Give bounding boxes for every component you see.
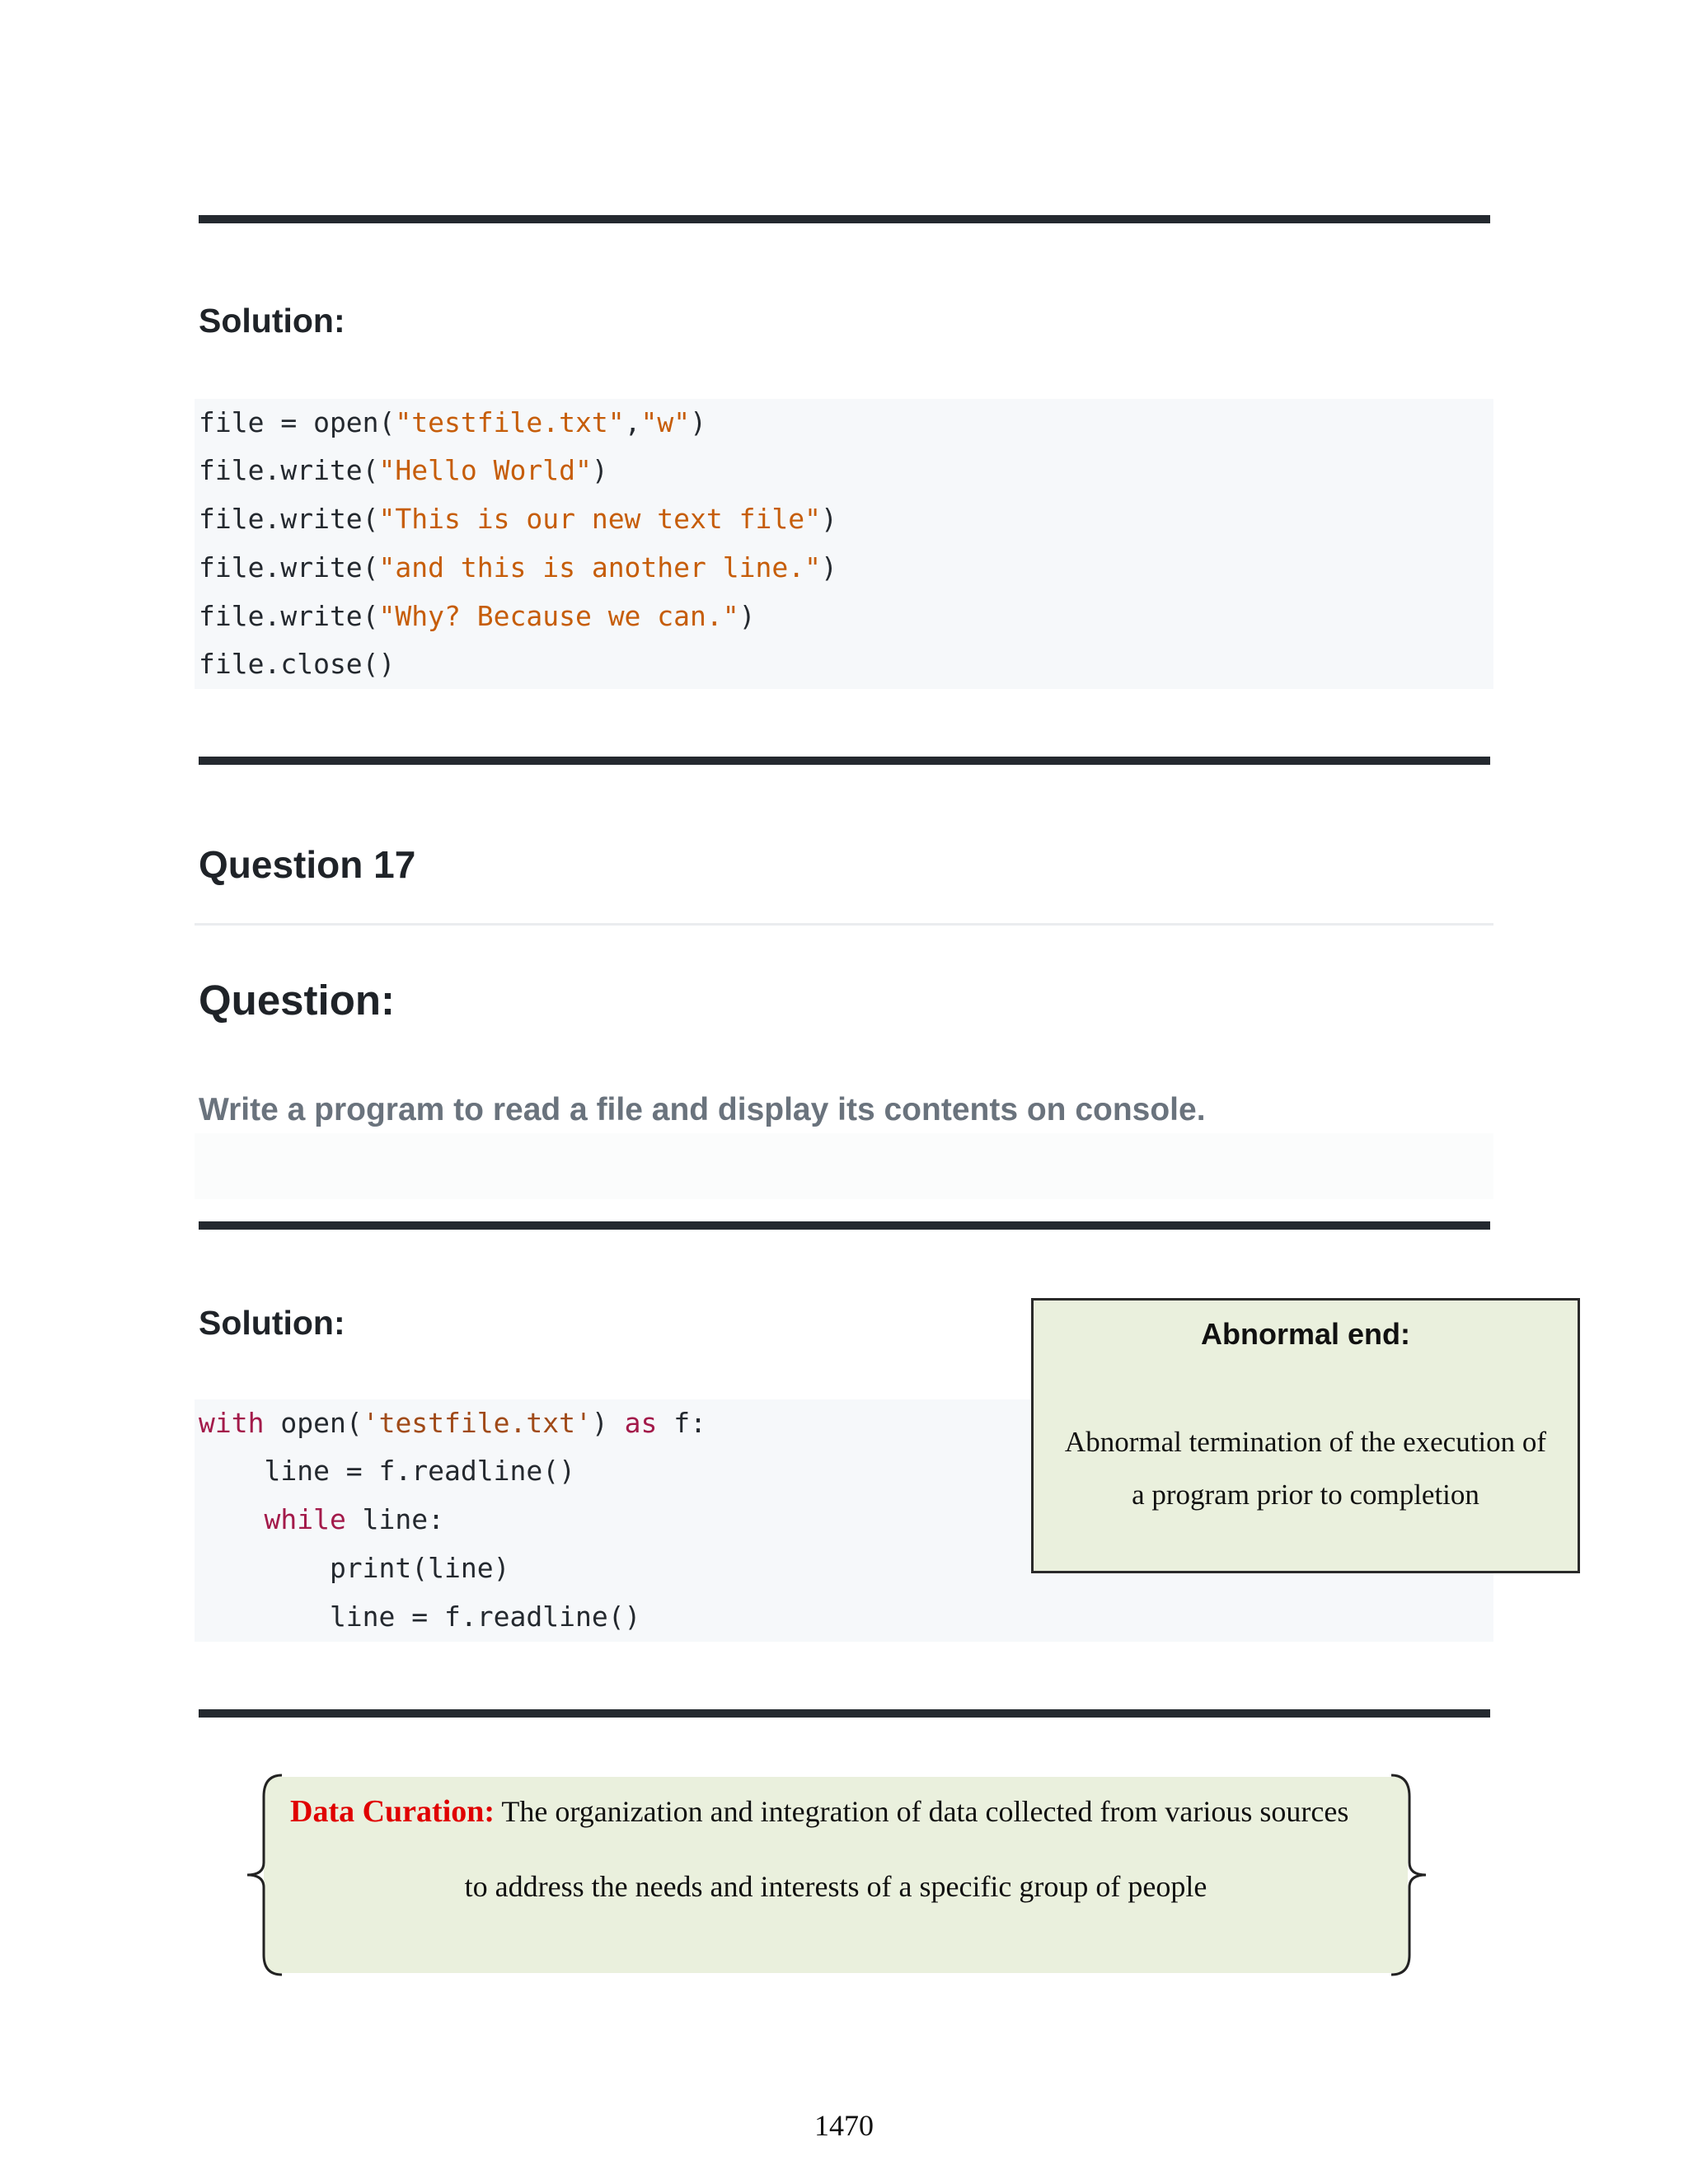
curation-line: to address the needs and interests of a specific group of people bbox=[464, 1870, 1207, 1903]
section-divider bbox=[199, 1221, 1490, 1230]
curation-line bbox=[290, 1793, 1348, 1830]
question-heading: Question: bbox=[199, 977, 395, 1024]
section-divider bbox=[199, 757, 1490, 765]
definition-body bbox=[1034, 1416, 1578, 1521]
code-line: file.write("Hello World") bbox=[199, 454, 608, 486]
code-line: while line: bbox=[199, 1503, 445, 1535]
question-text: Write a program to read a file and display its contents on console. bbox=[199, 1092, 1206, 1127]
question-band bbox=[195, 1133, 1493, 1199]
code-line: file = open("testfile.txt","w") bbox=[199, 406, 706, 438]
section-divider bbox=[199, 215, 1490, 223]
definition-line: a program prior to completion bbox=[1132, 1479, 1479, 1511]
section-divider bbox=[199, 1709, 1490, 1718]
page-number: 1470 bbox=[814, 2109, 874, 2142]
definition-title: Abnormal end: bbox=[1200, 1317, 1410, 1351]
code-line: with open('testfile.txt') as f: bbox=[199, 1407, 706, 1439]
code-line: line = f.readline() bbox=[199, 1455, 575, 1487]
solution-heading: Solution: bbox=[199, 1304, 345, 1342]
code-line: file.write("and this is another line.") bbox=[199, 551, 837, 583]
solution-heading: Solution: bbox=[199, 302, 345, 340]
code-line: file.write("This is our new text file") bbox=[199, 503, 837, 535]
code-line: line = f.readline() bbox=[199, 1601, 641, 1633]
definition-box bbox=[1031, 1298, 1580, 1573]
curation-definition: The organization and integration of data collected from various sources bbox=[495, 1795, 1349, 1828]
heading-underline bbox=[195, 923, 1493, 926]
question-number-heading: Question 17 bbox=[199, 843, 416, 886]
definition-line: Abnormal termination of the execution of bbox=[1064, 1426, 1547, 1458]
code-line: file.write("Why? Because we can.") bbox=[199, 600, 756, 632]
code-line: print(line) bbox=[199, 1552, 510, 1584]
code-line: file.close() bbox=[199, 648, 396, 680]
curation-term: Data Curation: bbox=[290, 1794, 495, 1829]
code-block bbox=[195, 399, 1493, 689]
